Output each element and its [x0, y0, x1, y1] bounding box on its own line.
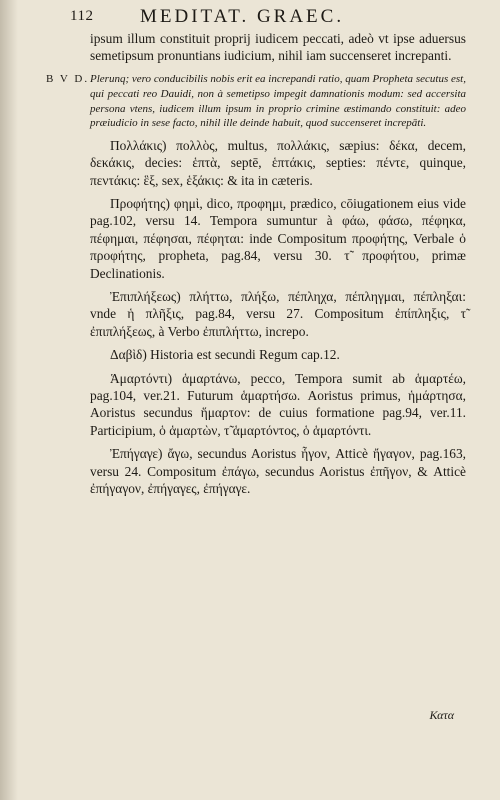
commentary-block — [46, 72, 466, 130]
catchword: Κατα — [429, 708, 454, 722]
gloss-entry-david: Δαβὶδ) Historia est secundi Regum cap.12. — [110, 347, 340, 363]
running-title: MEDITAT. GRAEC. — [140, 6, 345, 27]
gloss-entry-prophetes: Προφήτης) φημὶ, dico, προφημι, prædico, cōiugationem eius vide pag.102, versu 14. Tempora sumuntur à φάω, φάσω, πέφηκα, πέφημαι, πέφησαι, πέφηται: inde Compositum προφήτης, Verbale ὁ προφήτης, propheta, pag.84, versu 30. τ̃ προφήτου, primæ Declinationis. — [90, 196, 466, 281]
gloss-entry-pollakis: Πολλάκις) πολλὸς, multus, πολλάκις, sæpius: δέκα, decem, δεκάκις, decies: ἑπτὰ, septē, ἑπτάκις, septies: πέντε, quinque, πεντάκις: ἓξ, sex, ἑξάκις: & ita in cæteris. — [90, 137, 466, 188]
page-header — [70, 6, 470, 28]
page-number: 112 — [70, 8, 94, 24]
intro-paragraph: ipsum illum constituit proprij iudicem peccati, adeò vt ipse aduersus semetipsum pronuntians iudicium, nihil iam succenseret increpanti. — [90, 31, 466, 64]
page-body — [46, 30, 466, 498]
gloss-entry-epiplexeos: Ἐπιπλήξεως) πλήττω, πλήξω, πέπληχα, πέπληγμαι, πέπληξαι: vnde ἡ πλῆξις, pag.84, versu 27. Compositum ἐπίπληξις, τ̃ ἐπιπλήξεως, à Verbo ἐπιπλήττω, increpo. — [90, 289, 466, 339]
gloss-entry-epegage: Ἐπήγαγε) ἄγω, secundus Aoristus ἦγον, Atticè ἤγαγον, pag.163, versu 24. Compositum ἐπάγω, secundus Aoristus ἐπῆγον, & Atticè ἐπήγαγον, ἐπήγαγες, ἐπήγαγε. — [90, 446, 466, 497]
commentary-margin-label: B V D. — [46, 73, 90, 86]
gloss-entry-hamartonti: Ἁμαρτόντι) ἁμαρτάνω, pecco, Tempora sumit ab ἁμαρτέω, pag.104, ver.21. Futurum ἁμαρτήσω. Aoristus primus, ἡμάρτησα, Aoristus secundus ἥμαρτον: de cuius formatione pag.94, ver.11. Participium, ὁ ἁμαρτὼν, τ̃ ἁμαρτόντος, ὁ ἁμαρτόντι. — [90, 370, 466, 438]
page-gutter-shadow — [0, 0, 18, 800]
commentary-text: Plerunq; vero conducibilis nobis erit ea increpandi ratio, quam Propheta secutus est, qui peccati reo Dauidi, non à semetipso impegit damnationis modum: sed accersita persona vtens, iudicem illum ipsum in proprio crimine æstimando constituit: adeo præiudicio in sese facto, nihil ille deinde habuit, quod succenseret increpāti. — [90, 73, 466, 130]
